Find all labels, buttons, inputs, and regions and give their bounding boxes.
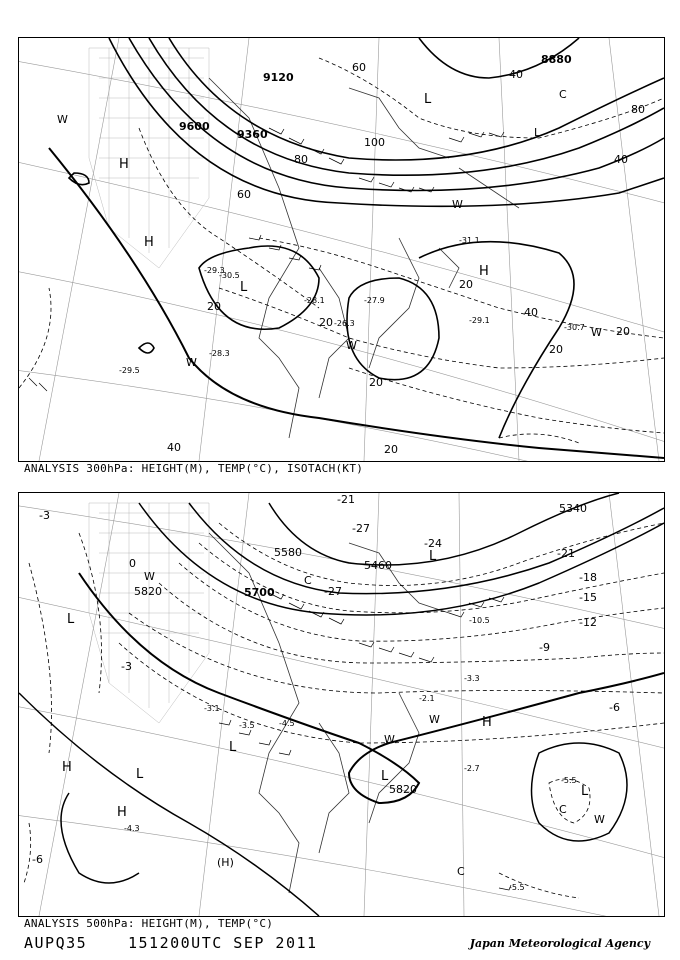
isotherm-label: -24 — [424, 537, 442, 550]
isotherm-label: -12 — [579, 616, 597, 629]
caption-500hpa: ANALYSIS 500hPa: HEIGHT(M), TEMP(°C) — [24, 917, 274, 930]
isotherm-label: -27 — [324, 585, 342, 598]
center-marker: C — [559, 803, 567, 816]
terrain-hatch-500 — [89, 503, 209, 723]
isotach-label: 80 — [631, 103, 645, 116]
center-marker: H — [479, 264, 489, 279]
temp-label: -29.5 — [119, 366, 140, 375]
temp-label: -2.7 — [464, 764, 480, 773]
height-contours-300 — [49, 38, 664, 458]
isotach-label: 20 — [549, 343, 563, 356]
temp-label: -10.5 — [469, 616, 490, 625]
isotachs-300 — [19, 58, 664, 443]
caption-300hpa: ANALYSIS 300hPa: HEIGHT(M), TEMP(°C), ISOTACH(KT) — [24, 462, 364, 475]
isotach-label: 40 — [167, 441, 181, 454]
map-panel-500hpa — [18, 492, 665, 917]
center-marker: L — [229, 740, 237, 755]
temp-label: -5.5 — [509, 883, 525, 892]
contour-label: 9360 — [237, 128, 268, 141]
center-marker: L — [429, 549, 437, 564]
center-marker: L — [67, 612, 75, 627]
center-marker: L — [240, 280, 248, 295]
isotherm-label: -15 — [579, 591, 597, 604]
center-marker: W — [186, 356, 197, 369]
contour-label: 9120 — [263, 71, 294, 84]
isotherm-label: -3 — [121, 660, 132, 673]
center-marker: H — [117, 805, 127, 820]
center-marker: C — [304, 574, 312, 587]
contour-label: 5700 — [244, 586, 275, 599]
temp-label: -4.3 — [124, 824, 140, 833]
isotach-label: 60 — [352, 61, 366, 74]
isotherm-label: -27 — [352, 522, 370, 535]
isotherm-label: 0 — [129, 557, 136, 570]
isotach-label: 20 — [369, 376, 383, 389]
isotach-label: 60 — [237, 188, 251, 201]
map-300hpa-drawing — [19, 38, 664, 461]
center-marker: W — [591, 326, 602, 339]
temp-label: -26.3 — [334, 319, 355, 328]
temp-label: -5.5 — [561, 776, 577, 785]
center-marker: W — [594, 813, 605, 826]
center-marker: L — [534, 126, 541, 139]
contour-label: 5820 — [134, 585, 162, 598]
isotherm-label: -18 — [579, 571, 597, 584]
isotherm-label: -6 — [609, 701, 620, 714]
temp-label: -30.5 — [219, 271, 240, 280]
center-marker: W — [346, 339, 357, 352]
contour-label: 8880 — [541, 53, 572, 66]
center-marker: L — [381, 769, 389, 784]
center-marker: C — [457, 865, 465, 878]
center-marker: C — [559, 88, 567, 101]
product-code: AUPQ35 — [24, 934, 88, 952]
temp-label: -31.1 — [459, 236, 480, 245]
wind-barbs-300 — [29, 128, 504, 391]
center-marker: L — [136, 767, 144, 782]
isotach-label: 20 — [459, 278, 473, 291]
graticule-300 — [19, 38, 664, 461]
isotach-label: 20 — [616, 325, 630, 338]
isotherm-label: -3 — [39, 509, 50, 522]
isotherm-label: -21 — [337, 493, 355, 506]
temp-label: -3.5 — [239, 721, 255, 730]
isotherms-500 — [24, 523, 664, 898]
isotherm-label: -9 — [539, 641, 550, 654]
temp-label: -29.3 — [204, 266, 225, 275]
temp-label: -4.5 — [279, 719, 295, 728]
temp-label: -2.1 — [419, 694, 435, 703]
isotach-label: 40 — [524, 306, 538, 319]
temp-label: -3.3 — [464, 674, 480, 683]
temp-label: -3.1 — [204, 704, 220, 713]
contour-label: 5820 — [389, 783, 417, 796]
center-marker: W — [429, 713, 440, 726]
map-panel-300hpa — [18, 37, 665, 462]
center-marker: H — [144, 235, 154, 250]
isotach-label: 40 — [509, 68, 523, 81]
temp-label: -28.3 — [209, 349, 230, 358]
isotach-label: 20 — [384, 443, 398, 456]
contour-label: 5460 — [364, 559, 392, 572]
center-marker: L — [424, 92, 432, 107]
isotach-label: 80 — [294, 153, 308, 166]
temp-label: -28.1 — [304, 296, 325, 305]
contour-label: 9600 — [179, 120, 210, 133]
isotherm-label: -21 — [557, 547, 575, 560]
center-marker: L — [581, 784, 589, 799]
center-marker: (H) — [217, 856, 234, 869]
isotach-label: 40 — [614, 153, 628, 166]
map-500hpa-drawing — [19, 493, 664, 916]
wind-barbs-500 — [219, 593, 511, 890]
contour-label: 5340 — [559, 502, 587, 515]
center-marker: W — [57, 113, 68, 126]
agency-name: Japan Meteorological Agency — [469, 937, 650, 950]
center-marker: H — [62, 760, 72, 775]
temp-label: -30.7 — [564, 323, 585, 332]
center-marker: W — [384, 733, 395, 746]
isotach-label: 20 — [319, 316, 333, 329]
center-marker: W — [452, 198, 463, 211]
valid-time: 151200UTC SEP 2011 — [128, 934, 318, 952]
contour-label: 5580 — [274, 546, 302, 559]
isotherm-label: -6 — [32, 853, 43, 866]
center-marker: H — [482, 715, 492, 730]
isotach-label: 20 — [207, 300, 221, 313]
temp-label: -29.1 — [469, 316, 490, 325]
isotach-label: 100 — [364, 136, 385, 149]
center-marker: H — [119, 157, 129, 172]
temp-label: -27.9 — [364, 296, 385, 305]
center-marker: W — [144, 570, 155, 583]
